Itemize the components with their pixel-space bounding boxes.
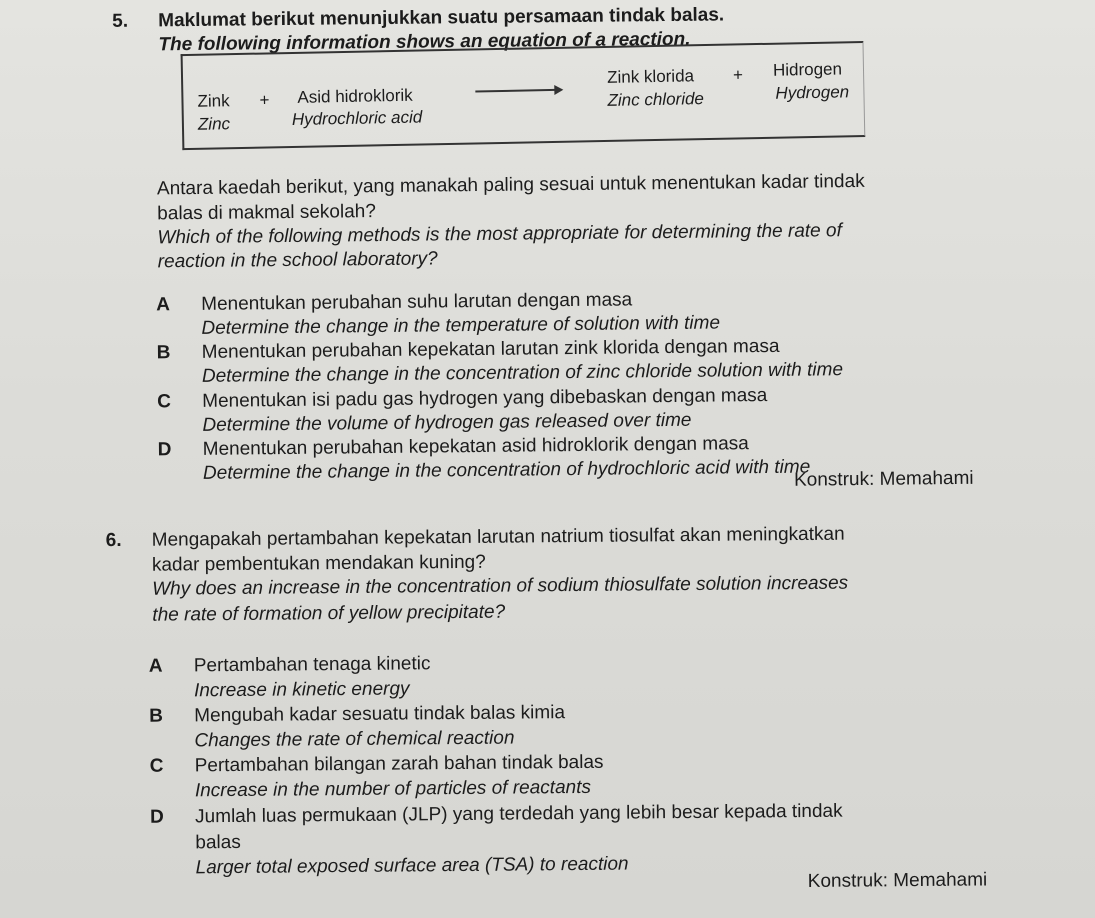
question-5-number: 5. [112, 10, 129, 32]
question-5-stem-en-line2: reaction in the school laboratory? [157, 248, 438, 273]
option-text-ms: Menentukan perubahan kepekatan larutan zink klorida dengan masa [201, 335, 780, 363]
option-letter: A [148, 655, 163, 677]
question-6-stem-ms-line2: kadar pembentukan mendakan kuning? [151, 551, 486, 576]
product-zinc-chloride-ms: Zink klorida [606, 66, 695, 87]
question-6-construct: Konstruk: Memahami [807, 869, 988, 892]
option-text-ms: Menentukan isi padu gas hydrogen yang dibebaskan dengan masa [202, 384, 768, 412]
option-text-ms: Pertambahan bilangan zarah bahan tindak balas [194, 751, 604, 777]
product-hydrogen-ms: Hidrogen [772, 59, 843, 80]
question-5-stem-ms-line1: Antara kaedah berikut, yang manakah paling sesuai untuk menentukan kadar tindak [156, 170, 865, 200]
option-letter: D [157, 439, 172, 461]
option-letter: D [150, 806, 164, 828]
option-text-ms: Pertambahan tenaga kinetic [193, 653, 431, 677]
question-5-stem-en-line1: Which of the following methods is the most appropriate for determining the rate of [157, 220, 842, 249]
reactant-zinc-en: Zinc [197, 114, 231, 134]
option-text-en: Determine the volume of hydrogen gas released over time [202, 409, 692, 436]
option-letter: C [149, 755, 164, 777]
plus-sign-reactants: + [259, 90, 270, 110]
question-5-intro-ms: Maklumat berikut menunjukkan suatu persamaan tindak balas. [158, 4, 725, 32]
option-text-en: Determine the change in the concentration of hydrochloric acid with time [202, 456, 811, 484]
option-letter: B [149, 705, 164, 727]
reactant-acid-ms: Asid hidroklorik [297, 85, 413, 107]
question-5-stem-ms-line2: balas di makmal sekolah? [157, 201, 376, 225]
reactant-zinc-ms: Zink [197, 91, 230, 111]
option-text-en: Determine the change in the concentration of zinc chloride solution with time [201, 359, 844, 387]
option-text-en: Determine the change in the temperature of solution with time [201, 312, 721, 339]
product-hydrogen-en: Hydrogen [775, 82, 850, 103]
option-text-ms: Mengubah kadar sesuatu tindak balas kimia [194, 702, 566, 727]
option-text-en: Increase in the number of particles of reactants [194, 776, 592, 802]
option-text-en: Changes the rate of chemical reaction [194, 727, 515, 752]
option-letter: B [156, 342, 171, 364]
plus-sign-products: + [732, 65, 744, 85]
question-6-stem-en-line2: the rate of formation of yellow precipitate? [152, 601, 506, 626]
option-text-en: Larger total exposed surface area (TSA) to reaction [195, 853, 629, 879]
option-text-en: Increase in kinetic energy [193, 678, 410, 702]
reaction-arrow [475, 89, 561, 93]
question-6-stem-en-line1: Why does an increase in the concentration of sodium thiosulfate solution increases [152, 572, 849, 600]
question-5-construct: Konstruk: Memahami [793, 467, 974, 491]
option-text-ms: Menentukan perubahan kepekatan asid hidroklorik dengan masa [202, 433, 749, 460]
equation-box [181, 41, 866, 150]
product-zinc-chloride-en: Zinc chloride [607, 89, 705, 110]
option-letter: A [156, 294, 171, 316]
reactant-acid-en: Hydrochloric acid [291, 107, 423, 129]
option-text-ms: Jumlah luas permukaan (JLP) yang terdedah yang lebih besar kepada tindak [195, 800, 843, 828]
option-text-ms-line2: balas [195, 831, 241, 854]
question-6-number: 6. [105, 529, 122, 552]
option-text-ms: Menentukan perubahan suhu larutan dengan masa [201, 289, 633, 315]
question-5-intro-en: The following information shows an equation of a reaction. [158, 28, 691, 56]
question-6-stem-ms-line1: Mengapakah pertambahan kepekatan larutan natrium tiosulfat akan meningkatkan [151, 523, 845, 551]
option-letter: C [157, 391, 172, 413]
